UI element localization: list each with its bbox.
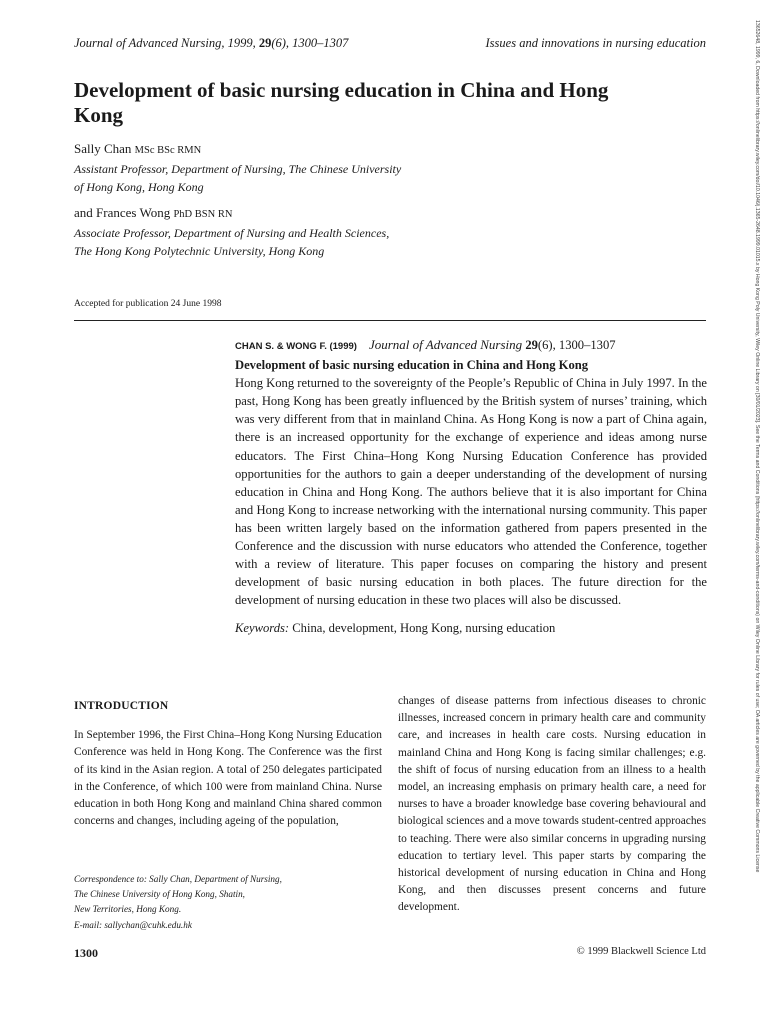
abstract-cite-journal-group [369,336,616,354]
author-2-prefix: and [74,205,97,220]
author-2-name-line [74,204,634,224]
abstract-cite-volume: 29 [525,338,538,352]
running-header [74,36,706,51]
column-right [398,693,706,917]
divider [74,320,706,321]
abstract-cite-journal: Journal of Advanced Nursing [368,337,523,352]
copyright: © 1999 Blackwell Science Ltd [576,946,706,957]
correspondence-email: E-mail: sallychan@cuhk.edu.hk [74,919,192,930]
journal-name: Journal of Advanced Nursing [74,36,222,50]
author-1 [74,140,634,196]
correspondence-line2: The Chinese University of Hong Kong, Shatin, [74,889,245,900]
keywords [235,619,707,637]
correspondence-line3: New Territories, Hong Kong. [74,904,182,915]
article-title: Development of basic nursing education in China and Hong Kong [74,78,609,127]
abstract-citation [235,336,707,356]
keywords-list: China, development, Hong Kong, nursing education [292,621,556,636]
author-2-credentials: PhD BSN RN [173,209,233,220]
author-2-name: Frances Wong [96,205,171,220]
journal-issue-pages: (6), 1300–1307 [271,36,349,50]
author-2 [74,204,634,260]
download-notice-sidebar [746,20,764,1015]
column-left [74,698,382,830]
keywords-label: Keywords: [235,621,290,636]
section-heading: INTRODUCTION [74,700,169,712]
page-number: 1300 [74,946,98,960]
intro-paragraph-right: changes of disease patterns from infectious diseases to chronic illnesses, increased concern in primary health care and community care, and increases in health care costs. Nursing education in mainland China and Hong Kong is facing similar challenges; e.g. the shift of focus of nursing education from an illness to a health model, an increasing emphasis on primary health care, a need for nurses to have a broader knowledge base covering behavioural and biological sciences and a move towards student-centred approaches to teaching. There were also similar concerns in upgrading nursing education to tertiary level. This paper starts by comparing the historical development of nursing education in China and Hong Kong, and then discusses present concerns and future development. [398,695,706,914]
journal-citation [74,36,348,51]
accepted-date: Accepted for publication 24 June 1998 [74,299,222,309]
intro-paragraph-left: In September 1996, the First China–Hong Kong Nursing Education Conference was held in Hong Kong. The Conference was the first of its kind in the Asian region. A total of 250 delegates participated in the Conference, of which 100 were from mainland China. Nurse education in both Hong Kong and mainland China shared common concerns and changes, including ageing of the population, [74,729,382,828]
journal-volume: 29 [258,36,272,50]
citation-year: , 1999, [221,36,259,50]
abstract-body: Hong Kong returned to the sovereignty of the People’s Republic of China in July 1997. In the past, Hong Kong has been greatly influenced by the British system of nurses’ training, which was very different from that in mainland China. As Hong Kong is now a part of China again, there is an increased opportunity for the exchange of experience and ideas among nurse educators. The First China–Hong Kong Nursing Education Conference has provided opportunities for the authors to gain a deeper understanding of the development of nursing education in China and Hong Kong. The authors believe that it is also important for China and Hong Kong to increase networking with the international nursing community. This paper has been written largely based on the information gathered from papers presented in the Conference and the discussion with nurse educators who attended the Conference, together with a review of literature. This paper focuses on comparing the history and present development of basic nursing education in both places. The future direction for the development of nursing education in these two places will also be discussed. [235,376,707,608]
author-1-name: Sally Chan [74,141,132,156]
author-1-name-line [74,140,634,160]
correspondence-line1: Correspondence to: Sally Chan, Department of Nursing, [74,874,282,884]
correspondence [74,872,374,933]
abstract [235,336,707,638]
download-notice-text: 13652648, 1999, 6, Downloaded from https://onlinelibrary.wiley.com/doi/10.1046/j.1365-2648.1999.01015.x by Hong Kong Poly University, Wiley Online Library on [30/01/2023]. See the Terms and Conditions (https://onlinelibrary.wiley.com/terms-and-conditions) on Wiley Online Library for rules of use; OA articles are governed by the applicable Creative Commons License [754,20,760,873]
author-2-affiliation-line1: Associate Professor, Department of Nursing and Health Sciences, [74,226,390,240]
author-1-credentials: MSc BSc RMN [134,145,202,156]
abstract-cite-authors: CHAN S. & WONG F. (1999) [235,341,357,352]
abstract-cite-issue-pages: (6), 1300–1307 [537,338,616,352]
author-1-affiliation-line2: of Hong Kong, Hong Kong [74,180,204,194]
section-name: Issues and innovations in nursing education [485,36,706,50]
abstract-title: Development of basic nursing education in China and Hong Kong [235,358,589,373]
author-1-affiliation-line1: Assistant Professor, Department of Nursing, The Chinese University [74,162,402,176]
author-2-affiliation-line2: The Hong Kong Polytechnic University, Hong Kong [74,244,325,258]
